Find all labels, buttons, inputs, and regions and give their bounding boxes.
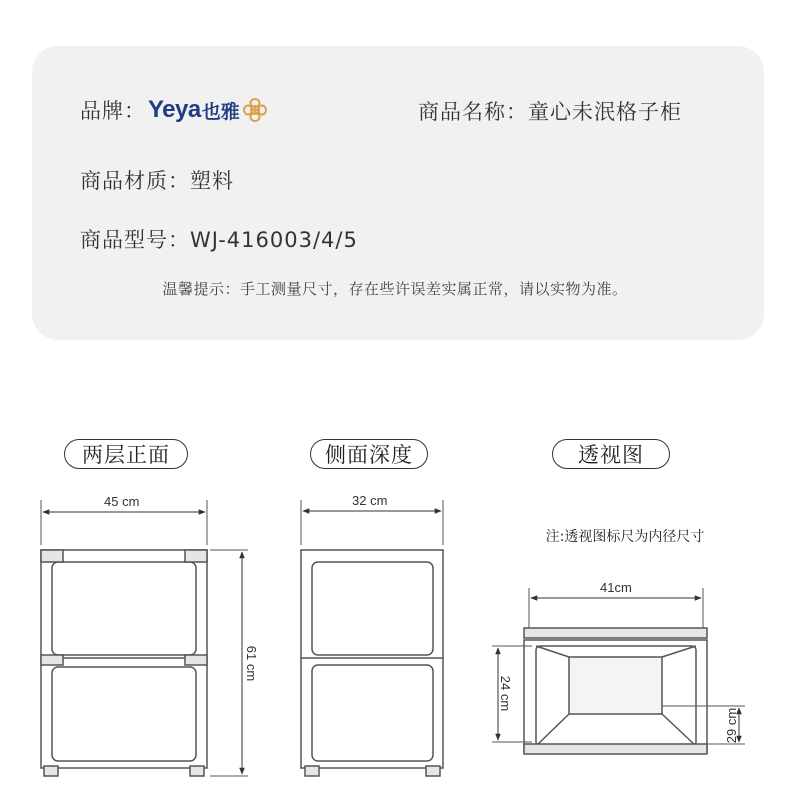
brand-logo-cn: 也雅 [201, 100, 240, 123]
front-height-label: 61 cm [244, 645, 260, 682]
inner-depth-label: 29 cm [724, 707, 740, 744]
perspective-note: 注:透视图标尺为内径尺寸 [545, 529, 705, 545]
product-name: 商品名称：童心未泯格子柜 [418, 100, 682, 124]
side-depth-label: 32 cm [352, 493, 388, 508]
front-view-title: 两层正面 [64, 439, 188, 469]
side-view-drawing [301, 500, 443, 776]
notice-text: 温馨提示：手工测量尺寸，存在些许误差实属正常，请以实物为准。 [162, 280, 628, 298]
front-view-drawing [41, 500, 248, 776]
perspective-view-title: 透视图 [552, 439, 670, 469]
side-view-title: 侧面深度 [310, 439, 428, 469]
product-model: 商品型号：WJ-416003/4/5 [80, 228, 358, 252]
brand-label: 品牌： [80, 99, 146, 123]
brand-logo-text: Yeya [148, 96, 201, 123]
front-width-label: 45 cm [104, 494, 140, 509]
perspective-view-drawing [492, 588, 745, 754]
product-material: 商品材质：塑料 [80, 169, 234, 193]
inner-height-label: 24 cm [498, 675, 514, 712]
inner-width-label: 41cm [600, 580, 632, 595]
